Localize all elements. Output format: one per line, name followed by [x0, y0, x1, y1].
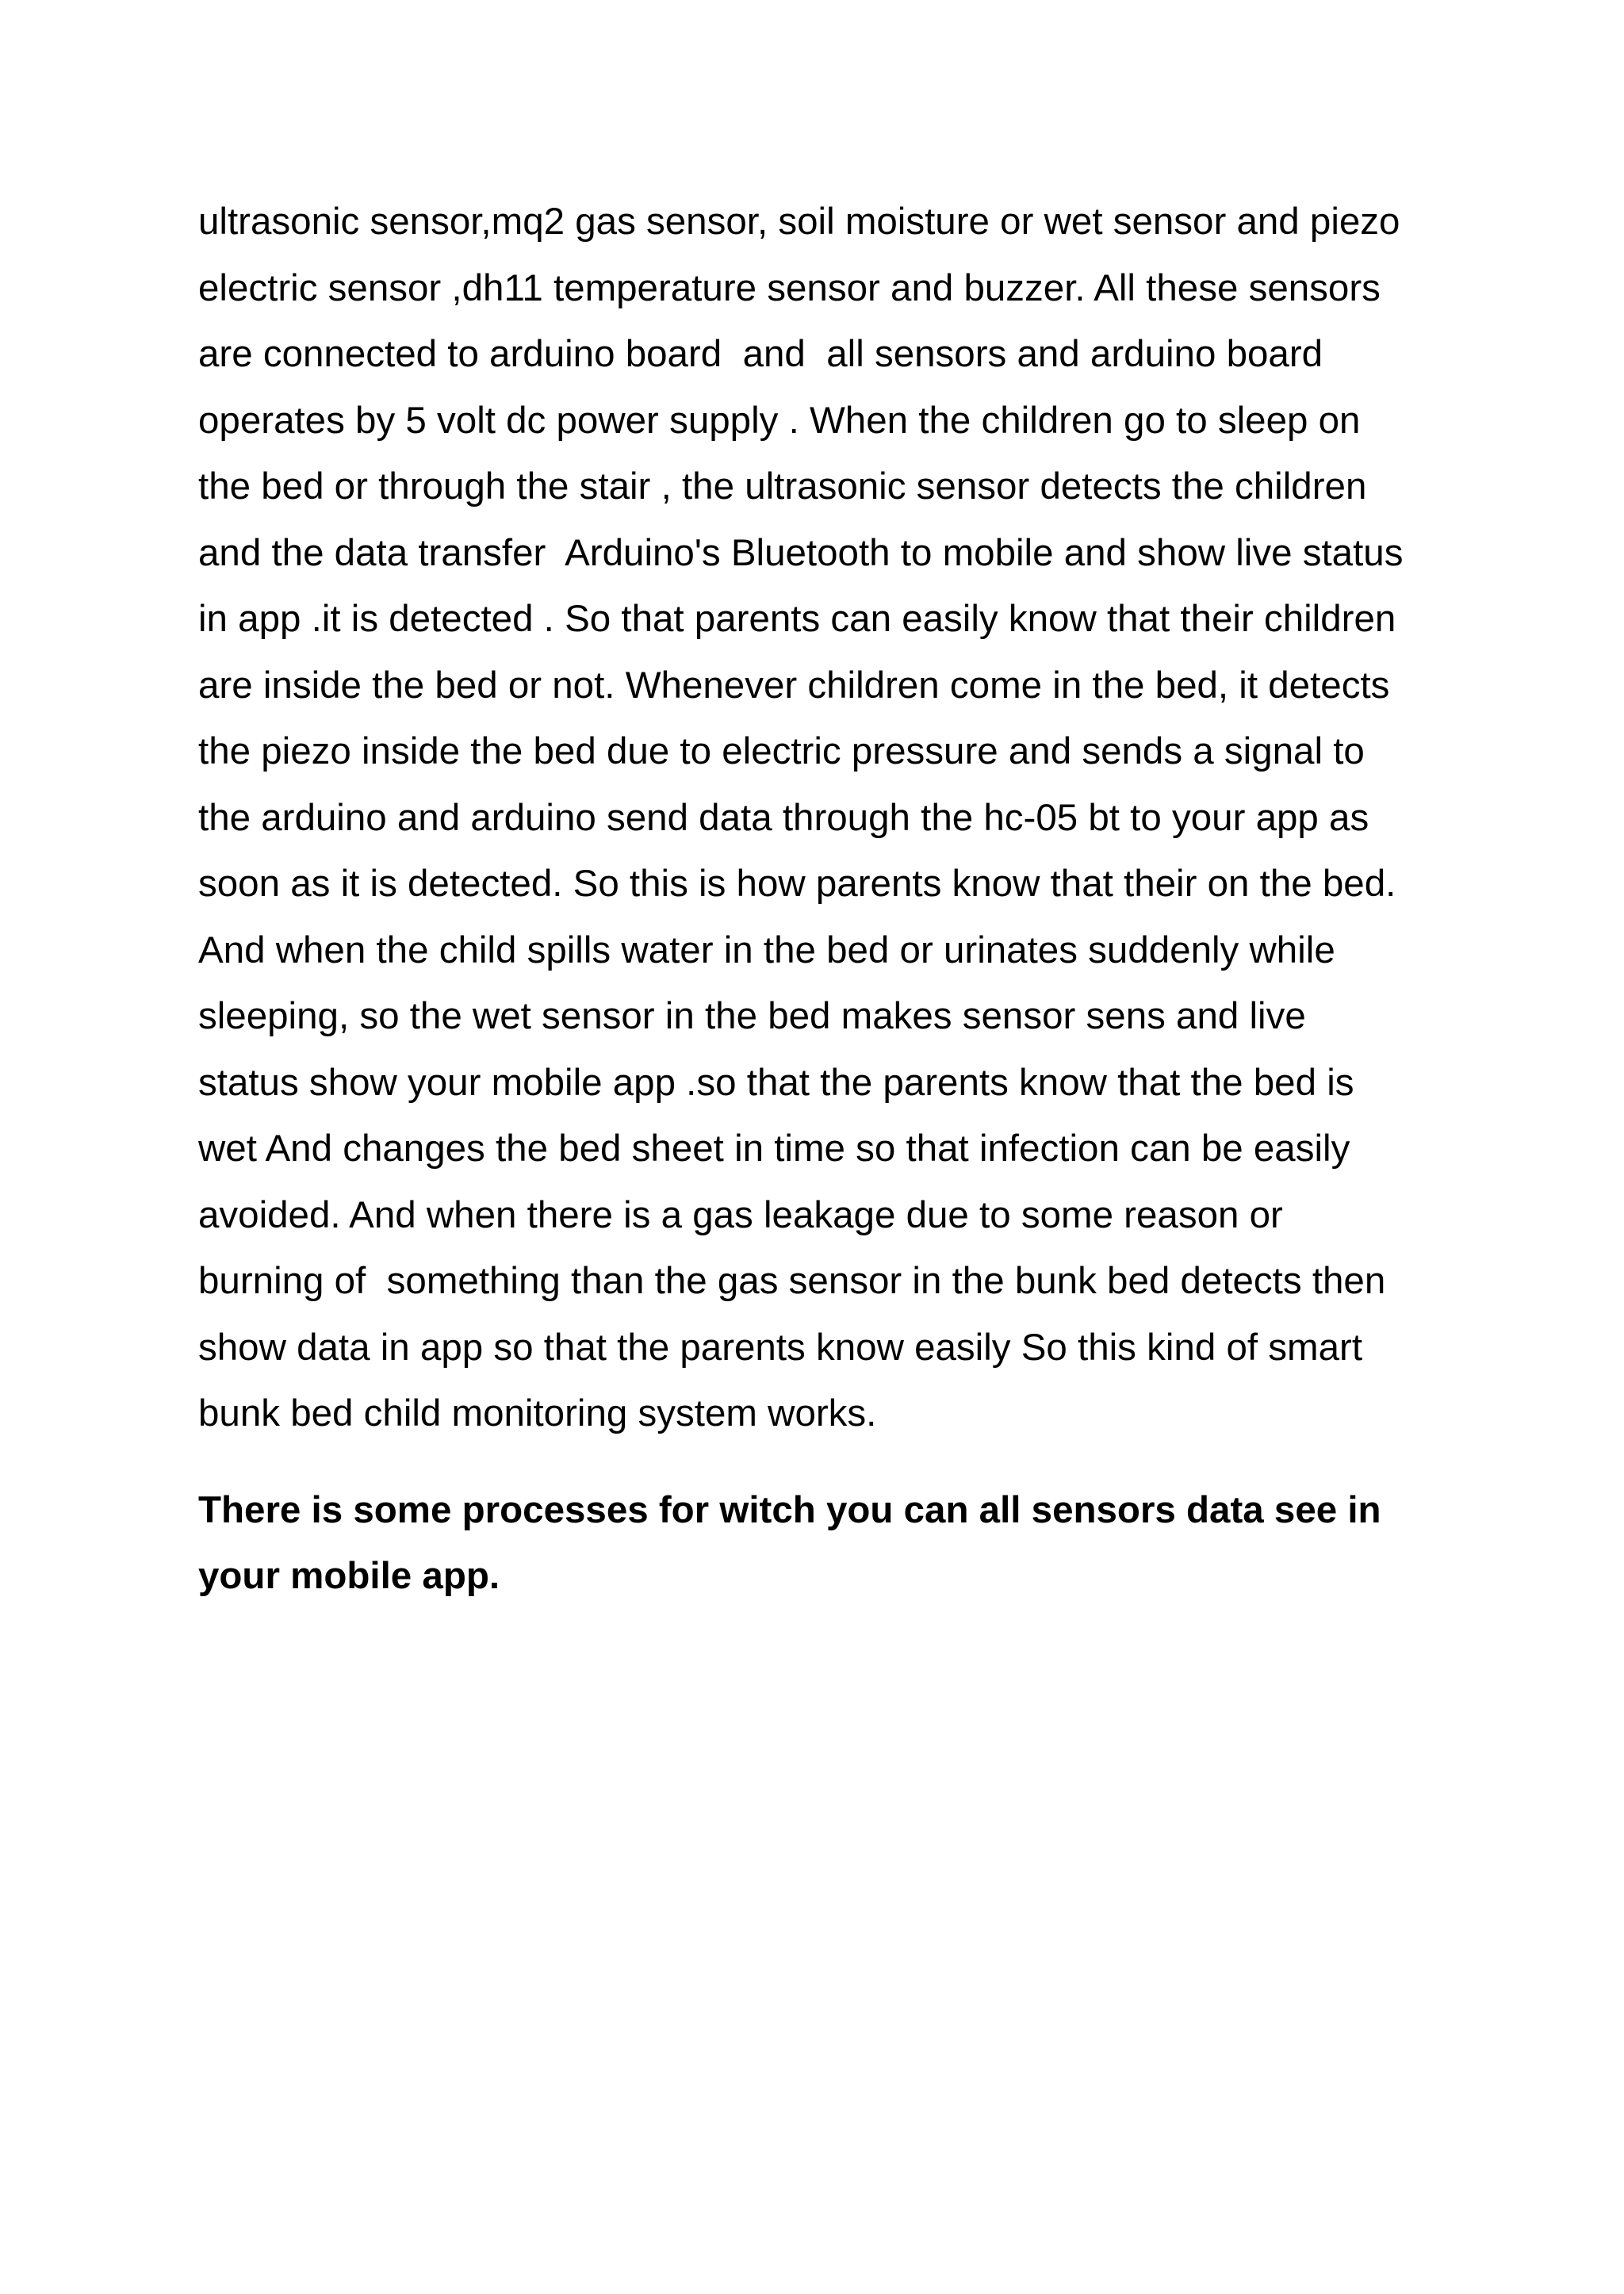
body-line: the bed or through the stair , the ultrasonic sensor detects the children	[198, 465, 1367, 507]
body-line: the arduino and arduino send data through the hc-05 bt to your app as	[198, 796, 1369, 839]
bold-paragraph	[198, 1477, 1451, 1610]
body-line: the piezo inside the bed due to electric pressure and sends a signal to	[198, 730, 1365, 772]
body-line: wet And changes the bed sheet in time so that infection can be easily	[198, 1128, 1350, 1170]
body-line: bunk bed child monitoring system works.	[198, 1392, 877, 1434]
body-paragraph	[198, 189, 1451, 1447]
body-line: are inside the bed or not. Whenever children come in the bed, it detects	[198, 664, 1390, 707]
body-line: operates by 5 volt dc power supply . When the children go to sleep on	[198, 399, 1361, 442]
bold-line: There is some processes for witch you can all sensors data see in	[198, 1488, 1381, 1531]
body-line: avoided. And when there is a gas leakage due to some reason or	[198, 1193, 1283, 1236]
body-line: sleeping, so the wet sensor in the bed makes sensor sens and live	[198, 995, 1306, 1037]
body-line: are connected to arduino board and all sensors and arduino board	[198, 333, 1323, 375]
body-line: ultrasonic sensor,mq2 gas sensor, soil moisture or wet sensor and piezo	[198, 201, 1400, 243]
body-line: electric sensor ,dh11 temperature sensor and buzzer. All these sensors	[198, 266, 1381, 309]
body-line: in app .it is detected . So that parents can easily know that their children	[198, 598, 1396, 640]
body-line: and the data transfer Arduino's Bluetooth to mobile and show live status	[198, 531, 1404, 574]
bold-line: your mobile app.	[198, 1555, 500, 1597]
body-line: burning of something than the gas sensor in the bunk bed detects then	[198, 1260, 1386, 1302]
body-line: soon as it is detected. So this is how parents know that their on the bed.	[198, 863, 1396, 905]
body-line: show data in app so that the parents know easily So this kind of smart	[198, 1326, 1363, 1369]
page-content	[198, 189, 1451, 1610]
body-line: And when the child spills water in the bed or urinates suddenly while	[198, 929, 1335, 971]
body-line: status show your mobile app .so that the parents know that the bed is	[198, 1061, 1354, 1104]
